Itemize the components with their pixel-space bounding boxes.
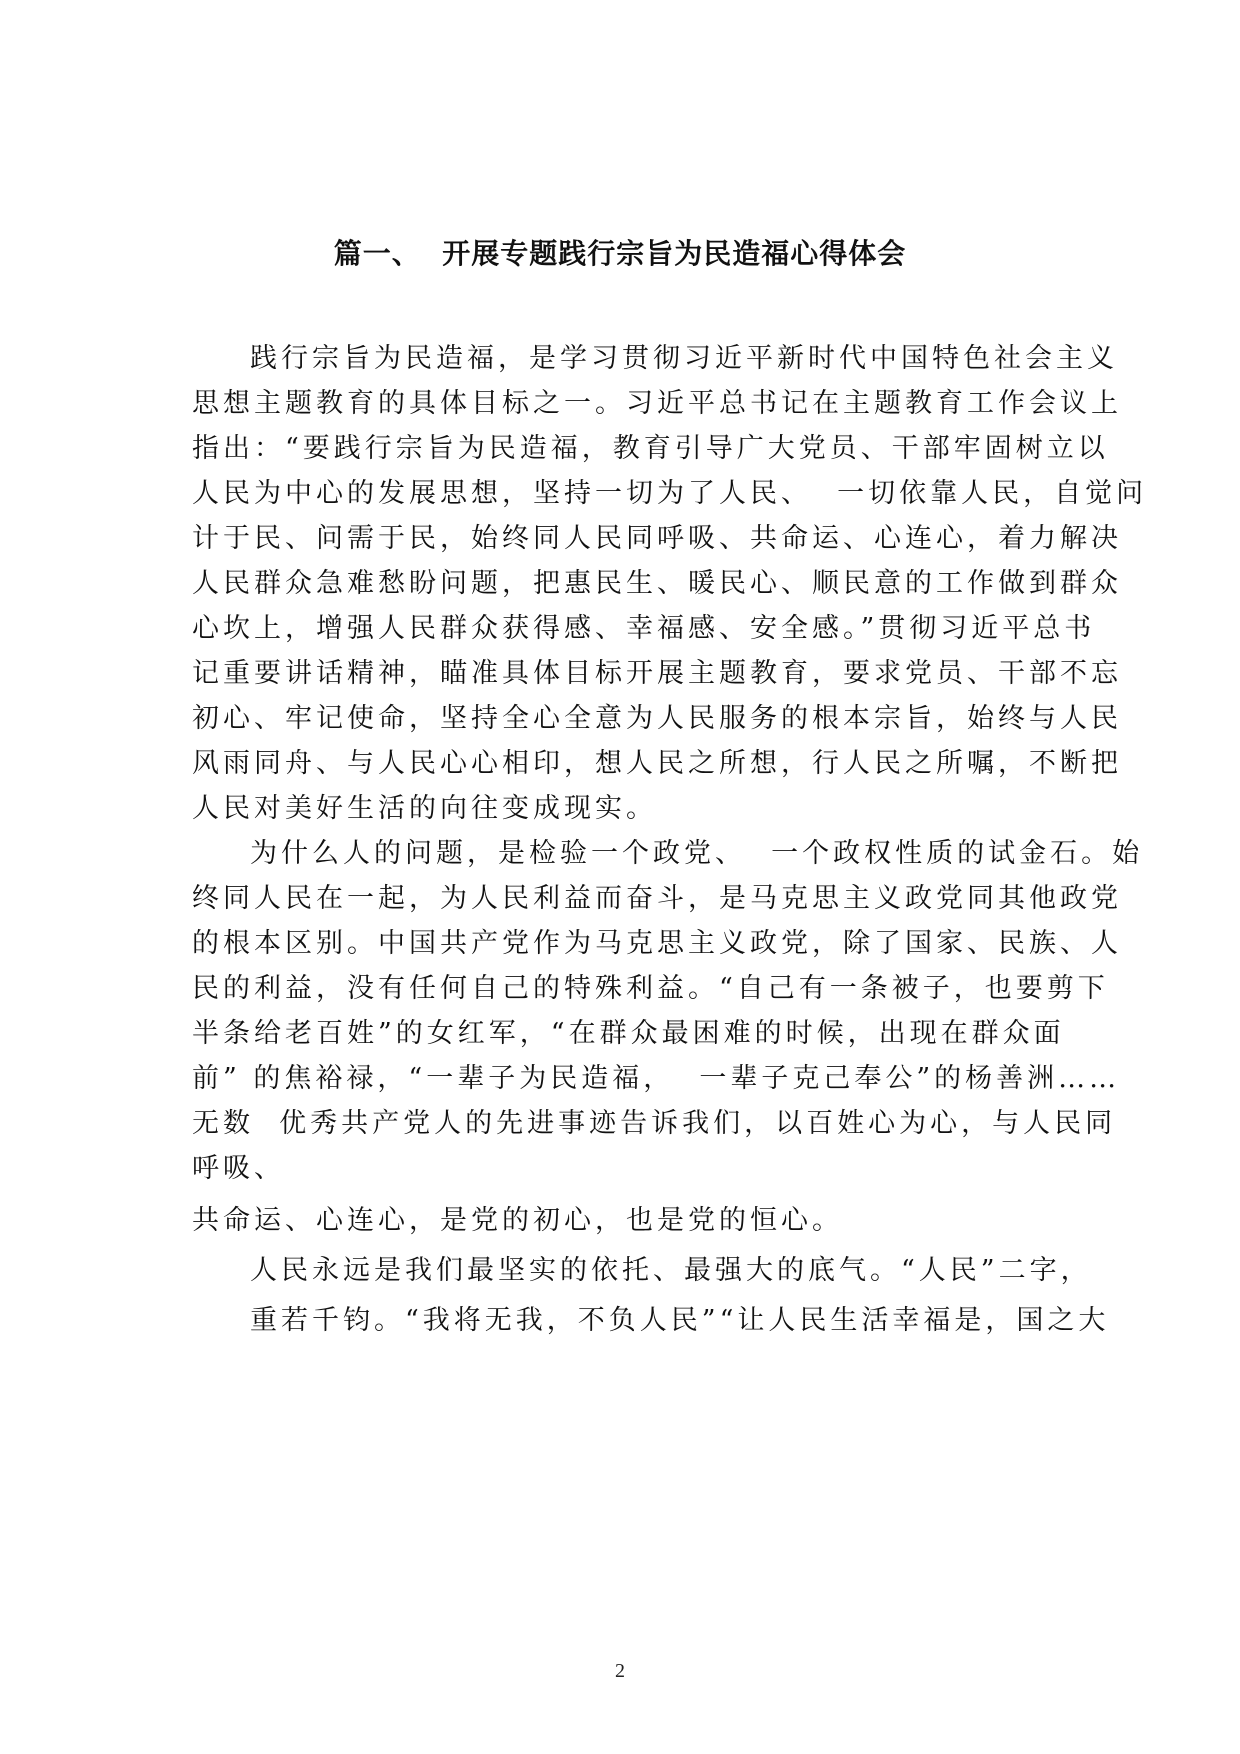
paragraph-line: 呼吸、 <box>192 1153 285 1184</box>
document-title: 篇一、 开展专题践行宗旨为民造福心得体会 <box>333 237 907 270</box>
paragraph-line: 民的利益，没有任何自己的特殊利益。“自己有一条被子，也要剪下 <box>192 973 1109 1004</box>
paragraph-line: 指出：“要践行宗旨为民造福，教育引导广大党员、干部牢固树立以 <box>192 433 1109 464</box>
paragraph-line: 思想主题教育的具体目标之一。习近平总书记在主题教育工作会议上 <box>192 388 1122 419</box>
paragraph-line: 记重要讲话精神，瞄准具体目标开展主题教育，要求党员、干部不忘 <box>192 658 1122 689</box>
paragraph-line: 前” 的焦裕禄，“一辈子为民造福， 一辈子克己奉公”的杨善洲…… <box>192 1063 1121 1094</box>
page-number: 2 <box>615 1660 625 1682</box>
paragraph-line: 终同人民在一起，为人民利益而奋斗，是马克思主义政党同其他政党 <box>192 883 1122 914</box>
paragraph-line: 践行宗旨为民造福，是学习贯彻习近平新时代中国特色社会主义 <box>250 343 1118 374</box>
paragraph-line: 为什么人的问题，是检验一个政党、 一个政权性质的试金石。始 <box>250 838 1144 869</box>
paragraph-line: 计于民、问需于民，始终同人民同呼吸、共命运、心连心，着力解决 <box>192 523 1122 554</box>
paragraph-line: 的根本区别。中国共产党作为马克思主义政党，除了国家、民族、人 <box>192 928 1122 959</box>
paragraph-line: 共命运、心连心，是党的初心，也是党的恒心。 <box>192 1205 843 1236</box>
paragraph-line: 初心、牢记使命，坚持全心全意为人民服务的根本宗旨，始终与人民 <box>192 703 1122 734</box>
paragraph-line: 无数 优秀共产党人的先进事迹告诉我们，以百姓心为心，与人民同 <box>192 1108 1117 1139</box>
paragraph-line: 重若千钧。“我将无我，不负人民”“让人民生活幸福是，国之大 <box>250 1305 1110 1336</box>
paragraph-line: 半条给老百姓”的女红军，“在群众最困难的时候，出现在群众面 <box>192 1018 1065 1049</box>
paragraph-line: 人民群众急难愁盼问题，把惠民生、暖民心、顺民意的工作做到群众 <box>192 568 1122 599</box>
paragraph-line: 心坎上，增强人民群众获得感、幸福感、安全感。”贯彻习近平总书 <box>192 613 1096 644</box>
paragraph-line: 人民永远是我们最坚实的依托、最强大的底气。“人民”二字， <box>250 1255 1092 1286</box>
paragraph-line: 人民对美好生活的向往变成现实。 <box>192 793 657 824</box>
paragraph-line: 人民为中心的发展思想，坚持一切为了人民、 一切依靠人民，自觉问 <box>192 478 1148 509</box>
paragraph-line: 风雨同舟、与人民心心相印，想人民之所想，行人民之所嘱，不断把 <box>192 748 1122 779</box>
